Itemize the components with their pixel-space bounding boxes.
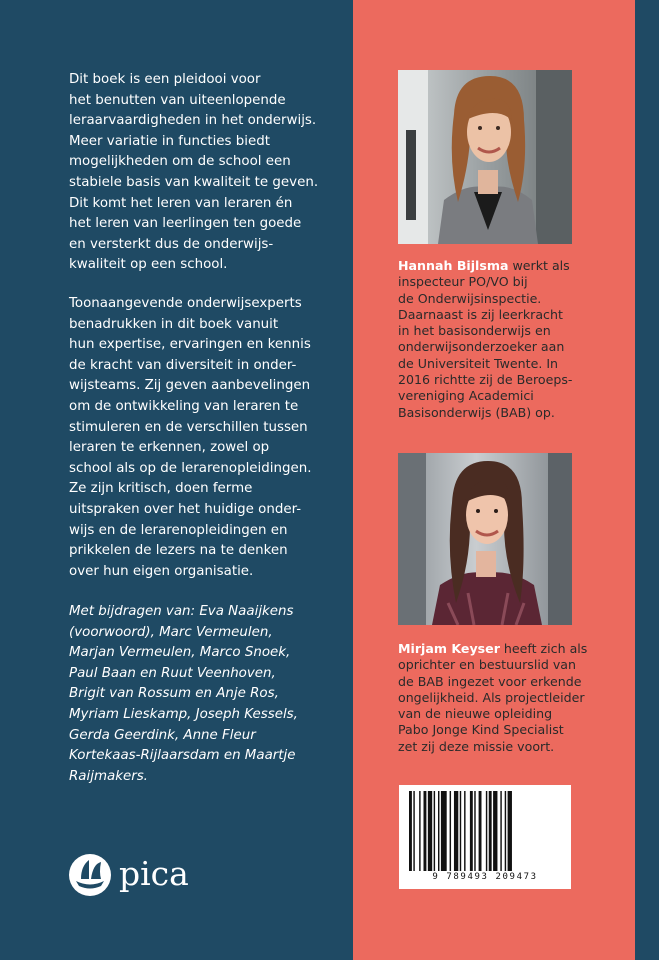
- publisher-name: pica: [119, 854, 189, 893]
- publisher-logo: [67, 852, 197, 898]
- blurb-paragraph-2: [69, 294, 349, 582]
- bio-line: van de nieuwe opleiding: [398, 706, 553, 722]
- text-line: Marjan Vermeulen, Marco Snoek,: [69, 645, 291, 661]
- author-name: Hannah Bijlsma: [398, 258, 509, 273]
- bio-line: 2016 richtte zij de Beroeps-: [398, 372, 573, 388]
- text-line: Paul Baan en Ruut Veenhoven,: [69, 665, 276, 681]
- text-line: Meer variatie in functies biedt: [69, 133, 270, 149]
- text-line: leraarvaardigheden in het onderwijs.: [69, 113, 317, 129]
- text-line: uitspraken over het huidige onder-: [69, 501, 302, 517]
- text-line: Myriam Lieskamp, Joseph Kessels,: [69, 706, 298, 722]
- text-line: Brigit van Rossum en Anje Ros,: [69, 686, 279, 702]
- bio-line: vereniging Academici: [398, 388, 534, 404]
- text-line: de kracht van diversiteit in onder-: [69, 357, 297, 373]
- text-line: Met bijdragen van: Eva Naaijkens: [69, 604, 294, 619]
- bio-line: onderwijsonderzoeker aan: [398, 339, 565, 355]
- bio-line: de Onderwijsinspectie.: [398, 290, 542, 306]
- text-line: Gerda Geerdink, Anne Fleur: [69, 727, 256, 743]
- bio-first-line: Mirjam Keyser heeft zich als: [398, 641, 588, 656]
- author-photo-mirjam: [398, 453, 572, 625]
- bio-line: de Universiteit Twente. In: [398, 355, 559, 371]
- author-name: Mirjam Keyser: [398, 641, 500, 656]
- bio-line: inspecteur PO/VO bij: [398, 274, 528, 290]
- bio-line: in het basisonderwijs en: [398, 323, 551, 339]
- text-line: over hun eigen organisatie.: [69, 563, 254, 579]
- text-line: Dit boek is een pleidooi voor: [69, 72, 261, 87]
- text-line: Ze zijn kritisch, doen ferme: [69, 481, 253, 497]
- bio-line: zet zij deze missie voort.: [398, 738, 555, 754]
- text-line: (voorwoord), Marc Vermeulen,: [69, 624, 273, 640]
- text-line: Dit komt het leren van leraren én: [69, 195, 293, 211]
- text-line: het leren van leerlingen ten goede: [69, 216, 302, 232]
- author-bio-mirjam: [398, 641, 634, 755]
- text-line: Toonaangevende onderwijsexperts: [69, 296, 302, 311]
- author-bio-hannah: [398, 258, 634, 421]
- text-line: mogelijkheden om de school een: [69, 154, 291, 170]
- text-line: benadrukken in dit boek vanuit: [69, 316, 279, 332]
- isbn-number: 9 789493 209473: [432, 872, 538, 882]
- text-line: wijsteams. Zij geven aanbevelingen: [69, 378, 311, 394]
- bio-line: Pabo Jonge Kind Specialist: [398, 722, 564, 738]
- spine-edge: [635, 0, 659, 960]
- bio-first-line: Hannah Bijlsma werkt als: [398, 258, 570, 273]
- text-line: kwaliteit op een school.: [69, 257, 228, 273]
- text-line: Kortekaas-Rijlaarsdam en Maartje: [69, 748, 296, 764]
- author-photo-hannah: [398, 70, 572, 244]
- text-line: stimuleren en de verschillen tussen: [69, 419, 308, 435]
- text-line: school als op de lerarenopleidingen.: [69, 460, 312, 476]
- contributors-paragraph: [69, 602, 349, 787]
- text-line: prikkelen de lezers na te denken: [69, 543, 288, 559]
- isbn-barcode: [399, 785, 571, 889]
- text-line: en versterkt dus de onderwijs-: [69, 236, 274, 252]
- barcode-bars: [409, 791, 561, 871]
- text-line: wijs en de lerarenopleidingen en: [69, 522, 288, 538]
- bio-line: Basisonderwijs (BAB) op.: [398, 404, 555, 420]
- text-line: stabiele basis van kwaliteit te geven.: [69, 174, 319, 190]
- blurb-paragraph-1: [69, 70, 349, 276]
- ship-icon: [67, 852, 113, 898]
- text-line: om de ontwikkeling van leraren te: [69, 398, 299, 414]
- text-line: Raijmakers.: [69, 768, 148, 784]
- bio-line: ongelijkheid. Als projectleider: [398, 689, 585, 705]
- text-line: leraren te erkennen, zowel op: [69, 440, 270, 456]
- text-line: het benutten van uiteenlopende: [69, 92, 286, 108]
- bio-line: Daarnaast is zij leerkracht: [398, 306, 563, 322]
- text-line: hun expertise, ervaringen en kennis: [69, 337, 311, 353]
- bio-line: oprichter en bestuurslid van: [398, 657, 576, 673]
- bio-line: de BAB ingezet voor erkende: [398, 673, 582, 689]
